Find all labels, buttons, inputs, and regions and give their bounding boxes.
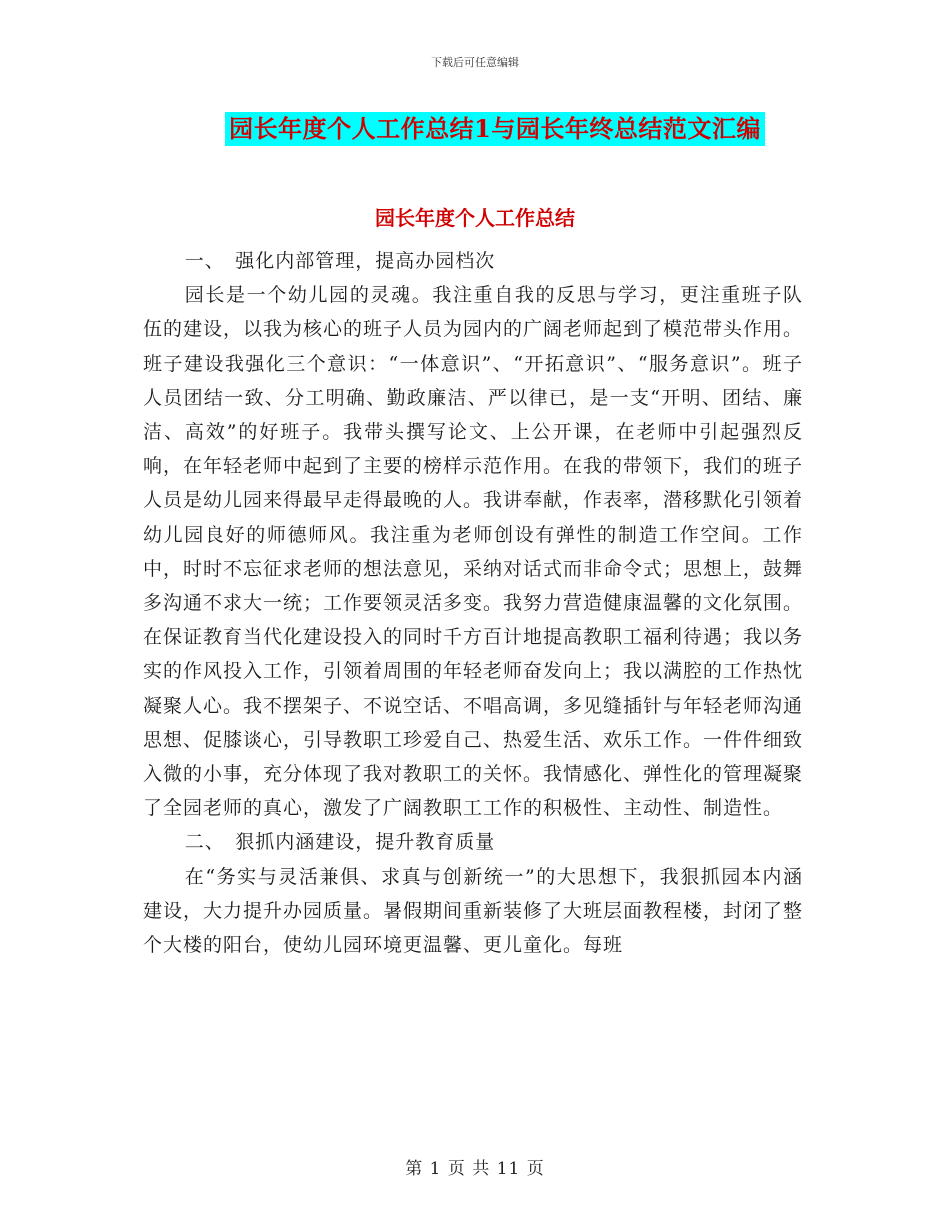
section-heading-1: 一、 强化内部管理，提高办园档次 [184,250,496,272]
footer-page-label: 页 [447,1159,466,1179]
footer-total-label: 共 [472,1159,491,1179]
footer-suffix: 页 [526,1159,545,1179]
document-title-container [0,112,950,146]
section-heading-2: 二、 狠抓内涵建设，提升教育质量 [184,831,496,854]
header-note: 下载后可任意编辑 [431,56,519,69]
document-body [143,244,803,962]
page-footer [0,1154,950,1179]
footer-page-number: 1 [429,1159,442,1179]
body-paragraph-2: 在“务实与灵活兼俱、求真与创新统一”的大思想下，我狠抓园本内涵建设，大力提升办园质量。暑假期间重新装修了大班层面教程楼，封闭了整个大楼的阳台，使幼儿园环境更温馨、更儿童化。每班 [143,865,804,957]
document-title: 园长年度个人工作总结1与园长年终总结范文汇编 [225,112,765,146]
footer-prefix: 第 [405,1159,424,1179]
body-paragraph-1: 园长是一个幼儿园的灵魂。我注重自我的反思与学习，更注重班子队伍的建设，以我为核心的班子人员为园内的广阔老师起到了模范带头作用。班子建设我强化三个意识：“一体意识”、“开拓意识”、“服务意识”。班子人员团结一致、分工明确、勤政廉洁、严以律已，是一支“开明、团结、廉洁、高效”的好班子。我带头撰写论文、上公开课，在老师中引起强烈反响，在年轻老师中起到了主要的榜样示范作用。在我的带领下，我们的班子人员是幼儿园来得最早走得最晚的人。我讲奉献，作表率，潜移默化引领着幼儿园良好的师德师风。我注重为老师创设有弹性的制造工作空间。工作中，时时不忘征求老师的想法意见，采纳对话式而非命令式；思想上，鼓舞多沟通不求大一统；工作要领灵活多变。我努力营造健康温馨的文化氛围。在保证教育当代化建设投入的同时千方百计地提高教职工福利待遇；我以务实的作风投入工作，引领着周围的年轻老师奋发向上；我以满腔的工作热忱凝聚人心。我不摆架子、不说空话、不唱高调，多见缝插针与年轻老师沟通思想、促膝谈心，引导教职工珍爱自己、热爱生活、欢乐工作。一件件细致入微的小事，充分体现了我对教职工的关怀。我情感化、弹性化的管理凝聚了全园老师的真心，激发了广阔教职工工作的积极性、主动性、制造性。 [143,284,804,820]
section-title: 园长年度个人工作总结 [375,206,575,230]
footer-total-pages: 11 [496,1159,521,1179]
